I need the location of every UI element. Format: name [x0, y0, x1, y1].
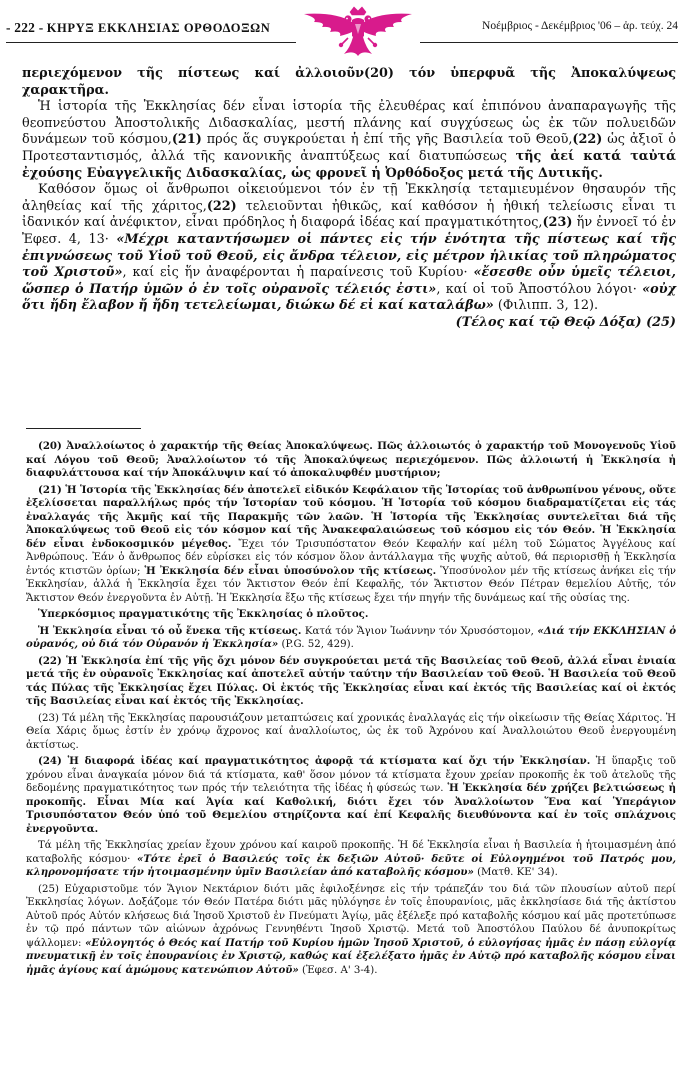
footnote-22: (22) Ἡ Ἐκκλησία ἐπί τῆς γῆς ὄχι μόνον δέν συγκρούεται μετά τῆς Βασιλείας τοῦ Θεοῦ, ἀλλά εἶναι ἑνιαία μετά τῆς ἐν οὐρανοῖς Ἐκκλησίας καί ἀποτελεῖ αὐτήν ταύτην τήν Βασιλείαν τοῦ Θεοῦ. Ἡ Βασιλεία τοῦ Θεοῦ τάς Πύλας τῆς Ἐκκλησίας ἔχει Πύλας. Οἱ ἐκτός τῆς Ἐκκλησίας εἶναι καί ἐκτός τῆς Βασιλείας καί οἱ ἐκτός τῆς Βασιλείας εἶναι καί ἐκτός τῆς Ἐκκλησίας.: [26, 654, 676, 707]
page-number: - 222 -: [6, 20, 44, 35]
p2-text-e: ὡς ἀξιοῖ ὁ Προτεσταντισμός, ἀλλά τῆς κανονικῆς ἀναπτύξεως καί διατυπώσεως: [22, 132, 676, 164]
fn24-a: (24) Ἡ διαφορά ἰδέας καί πραγματικότητος ἀφορᾷ τά κτίσματα καί ὄχι τήν Ἐκκλησίαν.: [38, 755, 591, 767]
fn21-d: Ἡ Ἐκκλησία δέν εἶναι ὑποσύνολον τῆς κτίσεως.: [144, 564, 437, 577]
fn21-e: Ὑποσύνολον μέν τῆς κτίσεως ἀνήκει εἰς τήν Ἐκκλησίαν, ἀλλά ἡ Ἐκκλησία ἔχει τόν Ἄκτιστον Θεόν ἐπί Κεφαλῆς, τόν Ἄκτιστον Θεόν Πέτραν θεμελίου Αὐτῆς, τόν Ἄκτιστον Θεόν ἐνεργοῦντα ἐν Αὐτῇ. Ἡ Ἐκκλησία ἔξω τῆς κτίσεως ἔχει τήν πηγήν τῆς δυνάμεως καί τῆς οὐσίας της.: [26, 565, 676, 604]
header-left: [6, 20, 270, 36]
footnote-ref-21: (21): [171, 132, 202, 148]
p2-text-bold: τῆς ἀεί κατά ταὐτά ἐχούσης Εὐαγγελικῆς Διδασκαλίας, ὡς φρονεῖ ἡ Ὀρθόδοξος μετά τῆς Δυτικῆς.: [22, 148, 676, 181]
p3-text-i: , καί οἱ τοῦ Ἀποστόλου λόγοι·: [436, 281, 643, 297]
footnote-25: [26, 883, 676, 978]
fn21-c: Ἔχει τόν Τρισυπόστατον Θεόν Κεφαλήν καί μέλη τοῦ Σώματος Ἀγγέλους καί Ἀνθρώπους. Ἐάν ὁ ἄνθρωπος δέν εὑρίσκει εἰς τόν κόσμον ὅλον ἀντάλλαγμα τῆς ψυχῆς αὐτοῦ, θά περιορισθῇ ἡ Ἐκκλησία ἐντός κτιστῶν ὁρίων;: [26, 538, 677, 577]
fn21-g: Ἡ Ἐκκλησία εἶναι τό οὗ ἕνεκα τῆς κτίσεως.: [38, 624, 302, 637]
page-header: [6, 6, 678, 60]
fn21-b: Ἡ Ἱστορία τῆς Ἐκκλησίας συντελεῖται διά τῆς Ἀποκαλύψεως τοῦ Θεοῦ εἰς τόν κόσμον καί τῆς Ἀνακεφαλαιώσεως τοῦ κόσμου εἰς τόν Θεόν. Ἡ Ἐκκλησία δέν εἶναι ἐνδοκοσμικόν μέγεθος.: [26, 510, 676, 550]
footnote-21: [26, 484, 676, 606]
fn24-e: «Τότε ἐρεῖ ὁ Βασιλεύς τοῖς ἐκ δεξιῶν Αὐτοῦ· δεῦτε οἱ Εὐλογημένοι τοῦ Πατρός μου, κληρονομήσατε τήν ἡτοιμασμένην ὑμῖν Βασιλείαν ἀπό καταβολῆς κόσμου»: [26, 852, 676, 878]
footnotes: [26, 440, 676, 980]
footnote-ref-23: (23): [542, 215, 573, 231]
fn24-c: Ἡ Ἐκκλησία δέν χρήζει βελτιώσεως ἡ προκοπῆς. Εἶναι Μία καί Ἁγία καί Καθολική, διότι ἔχει τόν Ἀναλλοίωτον Ἕνα καί Ὑπεράγιον Τρισυπόστατον Θεόν ὑπό τοῦ Θεμελίου στηρίζοντα καί ἐπί Κεφαλῆς διευθύνοντα καί ἐν τοῖς σπλάχνοις ἐνεργοῦντα.: [26, 782, 676, 835]
footnote-ref-22b: (22): [206, 198, 237, 214]
footnote-20: (20) Ἀναλλοίωτος ὁ χαρακτήρ τῆς Θείας Ἀποκαλύψεως. Πῶς ἀλλοιωτός ὁ χαρακτήρ τοῦ Μονογενοῦς Υἱοῦ καί Λόγου τοῦ Θεοῦ; Ἀναλλοίωτον τό τῆς Ἀποκαλύψεως περιεχόμενον. Πῶς ἀλλοιωτή ἡ Ἐκκλησία ἡ διαφυλάττουσα καί τήν Ἀποκάλυψιν καί τό ἀποκαλυφθέν μυστήριον;: [26, 440, 676, 479]
footnote-24: [26, 755, 676, 836]
p3-text-c: τελειοῦνται ἠθικῶς, καί καθόσον ἡ ἠθική τελείωσις εἶναι τι ἰδανικόν καί ἀνέφικτον, εἶναι πρόδηλος ἡ διαφορά ἰδέας καί πραγματικότητος,: [22, 198, 676, 231]
fn24-b: Ἡ ὕπαρξις τοῦ χρόνου εἶναι ἀναγκαία μόνον διά τά κτίσματα, καθ' ὅσον μόνον τά κτίσματα ἔχουν χρείαν προκοπῆς ἐκ τοῦ ἀτελοῦς τῆς δεδομένης πραγματικότητος των πρός τήν τελειότητα τῆς ἰδέας ἡ φύσεώς των.: [26, 756, 677, 794]
footnote-ref-22: (22): [572, 132, 603, 148]
p2-text-a: Ἡ ἱστορία τῆς Ἐκκλησίας δέν εἶναι ἱστορία τῆς ἐλευθέρας καί ἐπιπόνου ἀναπαραγωγῆς τῆς θεοπνεύστου Ἀποστολικῆς Διδασκαλίας, μεστή πλάνης καί συγχύσεως ὡς ἐκ τῶν πολυειδῶν δυνάμεων τοῦ κόσμου,: [22, 99, 676, 148]
fn24-f: (Ματθ. ΚΕ' 34).: [473, 867, 558, 878]
double-headed-eagle-emblem-icon: [298, 6, 418, 58]
issue-info: Νοέμβριος - Δεκέμβριος '06 – ἀρ. τεύχ. 24: [482, 20, 678, 32]
fn21-h: Κατά τόν Ἅγιον Ἰωάννην τόν Χρυσόστομον,: [301, 625, 538, 637]
footnote-21-f: Ὑπερκόσμιος πραγματικότης τῆς Ἐκκλησίας ὁ πλοῦτος.: [38, 608, 369, 620]
fn25-c: (Ἐφεσ. Α' 3-4).: [298, 964, 378, 976]
footnote-23: (23) Τά μέλη τῆς Ἐκκλησίας παρουσιάζουν μεταπτώσεις καί χρονικάς ἐναλλαγάς εἰς τήν οἰκείωσιν τῆς Θείας Χάριτος. Ἡ Θεία Χάρις ὅμως ἐστίν ἐν χρόνῳ ἄχρονος καί ἀναλλοίωτος, ὡς ἐκ τοῦ Ἀχρόνου καί Ἀναλλοιώτου Θεοῦ ἐνεργουμένη ἀκτίστως.: [26, 712, 676, 751]
p3-text-e: ἥν ἐννοεῖ τό ἐν Ἐφεσ. 4, 13·: [22, 215, 676, 247]
p3-text-k: (Φιλιππ. 3, 12).: [493, 298, 599, 314]
fn21-i: «Διά τήν ΕΚΚΛΗΣΙΑΝ ὁ οὐρανός, οὐ διά τόν Οὐρανόν ἡ Ἐκκλησία»: [26, 624, 676, 650]
journal-name: ΚΗΡΥΞ ΕΚΚΛΗΣΙΑΣ ΟΡΘΟΔΟΞΩΝ: [46, 21, 271, 35]
fn21-j: (P.G. 52, 429).: [278, 639, 354, 650]
quote-philippians: «οὐχ ὅτι ἤδη ἔλαβον ἤ ἤδη τετελείωμαι, διώκω δέ εἰ καί καταλάβω»: [22, 281, 676, 314]
quote-matthew: «ἔσεσθε οὖν ὑμεῖς τέλειοι, ὥσπερ ὁ Πατήρ ὑμῶν ὁ ἐν τοῖς οὐρανοῖς τέλειός ἐστι»: [22, 265, 676, 297]
p3-text-a: Καθόσον ὅμως οἱ ἄνθρωποι οἰκειούμενοι τόν ἐν τῇ Ἐκκλησίᾳ τεταμιευμένον θησαυρόν τῆς ἀληθείας καί τῆς χάριτος,: [22, 182, 676, 214]
footnote-21-g: [26, 625, 676, 652]
footnote-24-d: [26, 839, 676, 880]
footnote-separator: [26, 428, 141, 429]
paragraph-3: [22, 182, 676, 315]
paragraph-2: [22, 99, 676, 182]
fn25-a: (25) Εὐχαριστοῦμε τόν Ἅγιον Νεκτάριον διότι μᾶς ἐφιλοξένησε εἰς τήν τράπεζάν του διά τῶν πλουσίων αὐτοῦ περί Ἐκκλησίας λόγων. Δοξάζομε τόν Θεόν Πατέρα διότι μᾶς ηὐλόγησε ἐν τοῖς ἐπουρανίοις, μᾶς ἐκκλησίασε διά τῆς ἀκτίστου Αὐτοῦ πρός Αὐτόν κλήσεως διά Ἰησοῦ Χριστοῦ ἐν Πνεύματι Ἁγίῳ, μᾶς ἐξέλεξε πρό καταβολῆς κόσμου καί μᾶς προτετύπωσε ἐν τῷ πρό πάντων τῶν αἰώνων ἀχρόνως Γεννηθέντι Ἰησοῦ Χριστῷ. Μετά τοῦ Ἀποστόλου Παύλου δέ ἀνυποκρίτως ψάλλομεν:: [26, 883, 676, 949]
p2-text-c: πρός ἅς συγκρούεται ἡ ἐπί τῆς γῆς Βασιλεία τοῦ Θεοῦ,: [201, 132, 573, 148]
header-rule-left: [6, 42, 296, 43]
main-text: [22, 66, 676, 332]
fn24-d: Τά μέλη τῆς Ἐκκλησίας χρείαν ἔχουν χρόνου καί καιροῦ προκοπῆς. Ἡ δέ Ἐκκλησία εἶναι ἡ Βασιλεία ἡ ἡτοιμασμένη ἀπό καταβολῆς κόσμου·: [26, 840, 676, 865]
p3-text-g: , καί εἰς ἥν ἀναφέρονται ἡ παραίνεσις τοῦ Κυρίου·: [122, 265, 474, 281]
closing-line: (Τέλος καί τῷ Θεῷ Δόξα) (25): [455, 314, 676, 330]
fn25-b: «Εὐλογητός ὁ Θεός καί Πατήρ τοῦ Κυρίου ἡμῶν Ἰησοῦ Χριστοῦ, ὁ εὐλογήσας ἡμᾶς ἐν πάσῃ εὐλογίᾳ πνευματικῇ ἐν τοῖς ἐπουρανίοις ἐν Χριστῷ, καθώς καί ἐξελέξατο ἡμᾶς ἐν Αὐτῷ πρό καταβολῆς κόσμου εἶναι ἡμᾶς ἁγίους καί ἀμώμους κατενώπιον Αὐτοῦ»: [26, 936, 676, 976]
paragraph-1: περιεχόμενον τῆς πίστεως καί ἀλλοιοῦν(20) τόν ὑπερφυᾶ τῆς Ἀποκαλύψεως χαρακτῆρα.: [22, 66, 676, 98]
fn21-a: (21) Ἡ Ἱστορία τῆς Ἐκκλησίας δέν ἀποτελεῖ εἰδικόν Κεφάλαιον τῆς Ἱστορίας τοῦ ἀνθρωπίνου γένους, οὔτε ἐξελίσσεται παραλλήλως πρός τήν Ἱστορίαν τοῦ κόσμου. Ἡ Ἱστορία τοῦ κόσμου διαδραματίζεται εἰς τάς ἐναλλαγάς τῆς Ἀκμῆς καί τῆς Παρακμῆς τῶν λαῶν.: [26, 483, 676, 523]
quote-ephesians: «Μέχρι καταντήσωμεν οἱ πάντες εἰς τήν ἑνότητα τῆς πίστεως καί τῆς ἐπιγνώσεως τοῦ Υἱοῦ τοῦ Θεοῦ, εἰς ἄνδρα τέλειον, εἰς μέτρον ἡλικίας τοῦ πληρώματος τοῦ Χριστοῦ»: [22, 231, 676, 281]
header-rule-right: [420, 42, 678, 43]
